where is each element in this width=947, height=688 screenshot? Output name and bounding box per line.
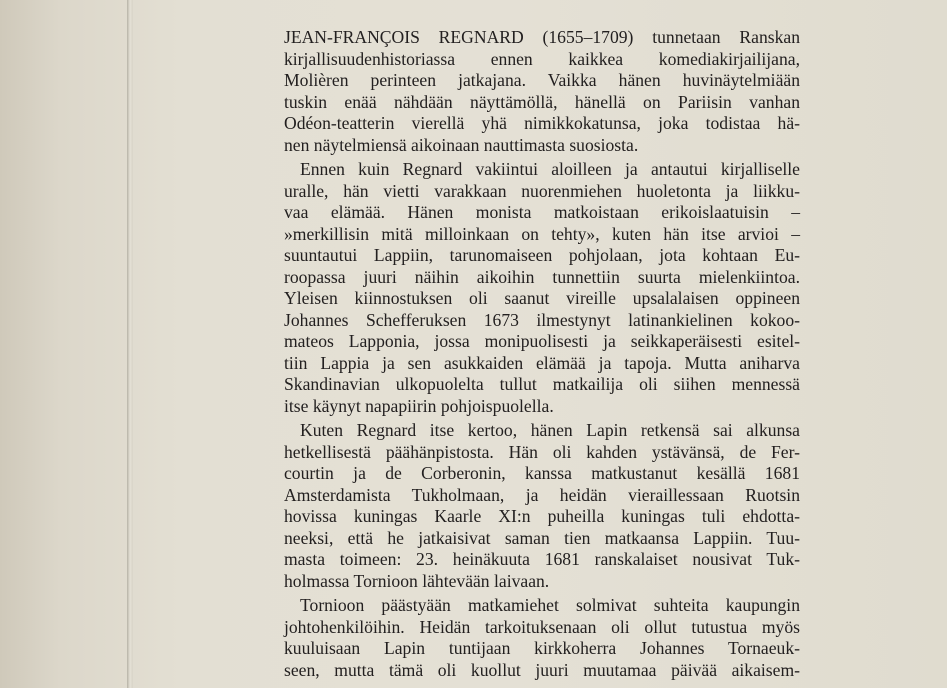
text-line: seen, mutta tämä oli kuollut juuri muutamaa päivää aikaisem- [284,659,800,680]
paragraph [284,420,800,592]
text-line: neeksi, että he jatkaisivat saman tien matkaansa Lappiin. Tuu- [284,527,800,548]
body-text [284,27,800,681]
text-line: holmassa Tornioon lähtevään laivaan. [284,570,550,591]
text-line: tiin Lappia ja sen asukkaiden elämää ja tapoja. Mutta aniharva [284,352,800,373]
text-line: suuntautui Lappiin, tarunomaiseen pohjolaan, jota kohtaan Eu- [284,245,800,265]
text-line: itse käynyt napapiirin pohjoispuolella. [284,395,554,416]
text-line: hovissa kuningas Kaarle XI:n puheilla kuningas tuli ehdotta- [284,506,800,526]
text-line: nen näytelmiensä aikoinaan nauttimasta suosiosta. [284,134,639,155]
text-line: Amsterdamista Tukholmaan, ja heidän vieraillessaan Ruotsin [284,484,800,505]
text-line: Kuten Regnard itse kertoo, hänen Lapin retkensä sai alkunsa [300,420,800,440]
text-line: Skandinavian ulkopuolelta tullut matkailija oli siihen mennessä [284,374,800,394]
text-line: kuuluisaan Lapin tuntijaan kirkkoherra Johannes Tornaeuk- [284,638,800,658]
text-line: Johannes Schefferuksen 1673 ilmestynyt latinankielinen kokoo- [284,309,800,330]
text-line: Ennen kuin Regnard vakiintui aloilleen ja antautui kirjalliselle [300,159,800,179]
text-line: JEAN-FRANÇOIS REGNARD (1655–1709) tunnetaan Ranskan [284,27,800,47]
paragraph [284,159,800,417]
text-line: uralle, hän vietti varakkaan nuorenmiehen huoletonta ja liikku- [284,180,800,201]
text-line: Odéon-teatterin vierellä yhä nimikkokatunsa, joka todistaa hä- [284,113,800,133]
page-gutter-shadow [127,0,133,688]
text-line: »merkillisin mitä milloinkaan on tehty», kuten hän itse arvioi – [284,223,800,244]
text-line: Molièren perinteen jatkajana. Vaikka hänen huvinäytelmiään [284,70,800,90]
text-line: mateos Lapponia, jossa monipuolisesti ja seikkaperäisesti esitel- [284,331,800,351]
text-line: hetkellisestä päähänpistosta. Hän oli kahden ystävänsä, de Fer- [284,441,800,462]
text-line: tuskin enää nähdään näyttämöllä, hänellä on Pariisin vanhan [284,91,800,112]
text-line: roopassa juuri näihin aikoihin tunnettiin suurta mielenkiintoa. [284,266,800,287]
text-line: vaa elämää. Hänen monista matkoistaan erikoislaatuisin – [284,202,800,222]
paragraph [284,595,800,681]
text-line: masta toimeen: 23. heinäkuuta 1681 ranskalaiset nousivat Tuk- [284,549,800,569]
text-line: Yleisen kiinnostuksen oli saanut vireille upsalalaisen oppineen [284,288,800,308]
text-line: johtohenkilöihin. Heidän tarkoituksenaan oli ollut tutustua myös [284,616,800,637]
text-line: kirjallisuudenhistoriassa ennen kaikkea komediakirjailijana, [284,48,800,69]
text-line: Tornioon päästyään matkamiehet solmivat suhteita kaupungin [300,595,800,615]
paragraph [284,27,800,156]
text-line: courtin ja de Corberonin, kanssa matkustanut kesällä 1681 [284,463,800,483]
